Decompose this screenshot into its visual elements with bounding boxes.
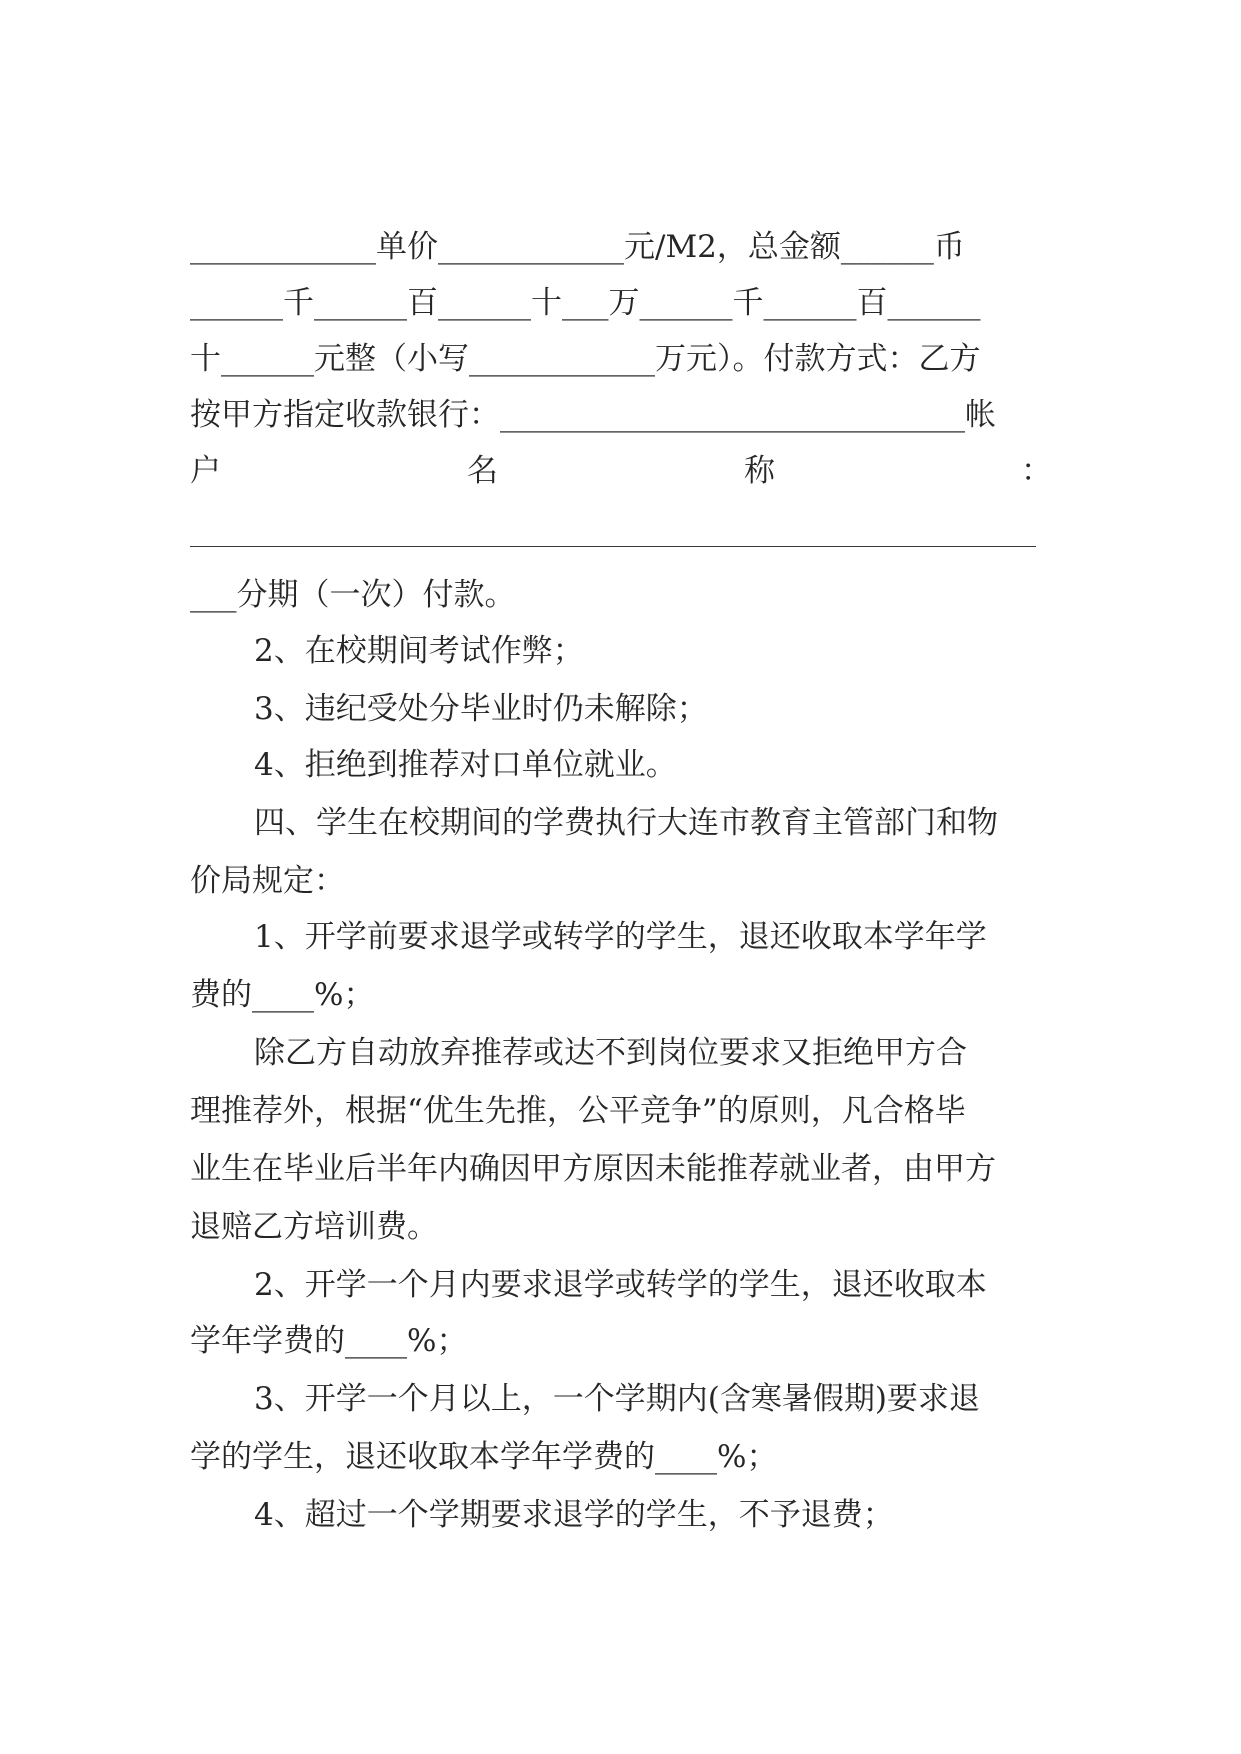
text-line-2: ____________单价____________元/M2，总金额______币 [190, 229, 965, 265]
text-line-1 [254, 158, 1052, 216]
text-line-21: 学的学生，退还收取本学年学费的____%； [190, 1439, 778, 1475]
blank-underline [190, 546, 1036, 547]
text-line-8: 3、违纪受处分毕业时仍未解除； [254, 691, 708, 727]
text-line-22: 4、超过一个学期要求退学的学生，不予退费； [254, 1497, 894, 1533]
text-line-4: 十______元整（小写____________万元）。付款方式：乙方 [190, 341, 981, 377]
text-line-20: 3、开学一个月以上，一个学期内(含寒暑假期)要求退 [254, 1381, 980, 1417]
text-line-3: ______千______百______十___万______千______百______ [190, 285, 981, 321]
text-line-6: ___分期（一次）付款。 [190, 577, 516, 613]
text-line-19: 学年学费的____%； [190, 1323, 468, 1359]
account-char-1: 户 [190, 453, 221, 489]
account-char-4: ： [1021, 453, 1052, 489]
text-line-14: 除乙方自动放弃推荐或达不到岗位要求又拒绝甲方合 [254, 1035, 967, 1071]
text-line-9: 4、拒绝到推荐对口单位就业。 [254, 747, 677, 783]
text-line-13: 费的____%； [190, 977, 375, 1013]
text-line-15: 理推荐外，根据“优生先推，公平竞争”的原则，凡合格毕 [190, 1093, 966, 1129]
text-line-16: 业生在毕业后半年内确因甲方原因未能推荐就业者，由甲方 [190, 1151, 996, 1187]
text-line-12: 1、开学前要求退学或转学的学生，退还收取本学年学 [254, 919, 987, 955]
text-line-7: 2、在校期间考试作弊； [254, 633, 584, 669]
account-name-line [190, 442, 1052, 500]
text-line-11: 价局规定： [190, 863, 345, 899]
text-line-17: 退赔乙方培训费。 [190, 1209, 438, 1245]
account-char-2: 名 [467, 453, 498, 489]
text-line-5: 按甲方指定收款银行：______________________________帐 [190, 397, 996, 433]
text-line-10: 四、学生在校期间的学费执行大连市教育主管部门和物 [254, 805, 998, 841]
text-line-18: 2、开学一个月内要求退学或转学的学生，退还收取本 [254, 1267, 987, 1303]
account-char-3: 称 [744, 453, 775, 489]
